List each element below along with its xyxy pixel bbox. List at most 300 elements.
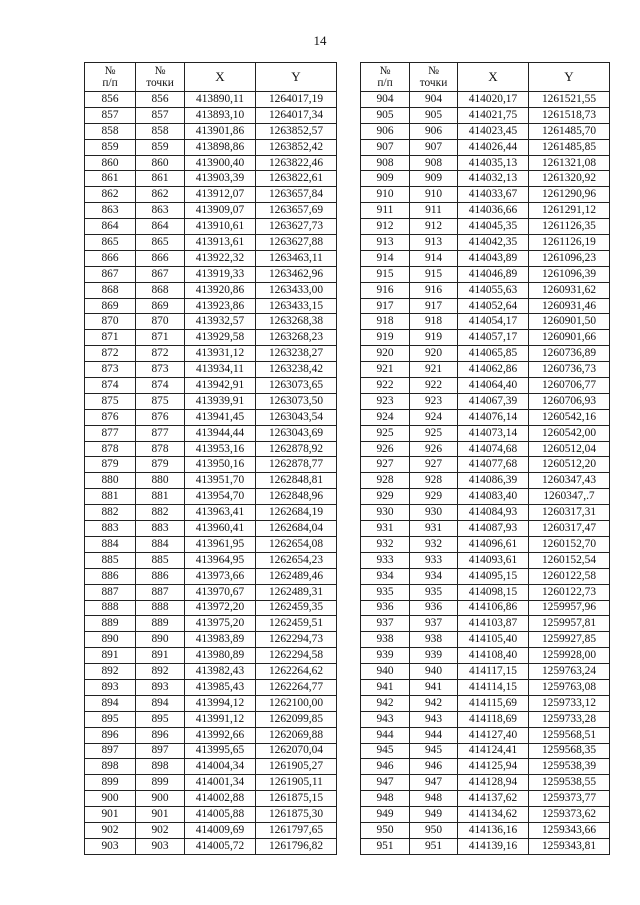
- cell-num-point: 947: [410, 775, 458, 791]
- header-x: X: [185, 63, 256, 92]
- table-row: [361, 155, 610, 171]
- header-num-point-line2: точки: [146, 77, 174, 89]
- cell-x: 413890,11: [185, 92, 256, 108]
- cell-x: 414020,17: [458, 92, 529, 108]
- cell-num-pp: 929: [361, 489, 410, 505]
- cell-y: 1261290,96: [529, 187, 610, 203]
- cell-num-point: 946: [410, 759, 458, 775]
- cell-num-point: 944: [410, 727, 458, 743]
- cell-num-point: 866: [136, 250, 185, 266]
- cell-num-pp: 904: [361, 92, 410, 108]
- cell-num-pp: 946: [361, 759, 410, 775]
- cell-num-pp: 894: [85, 695, 136, 711]
- cell-x: 413950,16: [185, 457, 256, 473]
- cell-x: 414127,40: [458, 727, 529, 743]
- cell-num-point: 892: [136, 664, 185, 680]
- header-num-pp-line1: №: [104, 65, 116, 77]
- cell-num-point: 939: [410, 648, 458, 664]
- cell-num-point: 894: [136, 695, 185, 711]
- cell-num-pp: 943: [361, 711, 410, 727]
- cell-num-pp: 876: [85, 409, 136, 425]
- cell-x: 414054,17: [458, 314, 529, 330]
- cell-num-point: 941: [410, 679, 458, 695]
- table-row: [361, 536, 610, 552]
- cell-num-point: 857: [136, 107, 185, 123]
- cell-num-pp: 941: [361, 679, 410, 695]
- cell-num-point: 943: [410, 711, 458, 727]
- cell-x: 414117,15: [458, 664, 529, 680]
- cell-x: 413963,41: [185, 505, 256, 521]
- cell-num-point: 858: [136, 123, 185, 139]
- cell-y: 1260317,31: [529, 505, 610, 521]
- cell-x: 414009,69: [185, 822, 256, 838]
- cell-x: 414115,69: [458, 695, 529, 711]
- cell-y: 1263238,27: [256, 346, 337, 362]
- cell-num-pp: 921: [361, 362, 410, 378]
- cell-y: 1263073,50: [256, 393, 337, 409]
- table-row: [361, 568, 610, 584]
- cell-y: 1260542,00: [529, 425, 610, 441]
- table-row: [85, 552, 337, 568]
- cell-num-point: 901: [136, 807, 185, 823]
- cell-num-point: 934: [410, 568, 458, 584]
- table-row: [361, 282, 610, 298]
- cell-num-pp: 856: [85, 92, 136, 108]
- cell-y: 1261320,92: [529, 171, 610, 187]
- cell-x: 413994,12: [185, 695, 256, 711]
- cell-num-pp: 857: [85, 107, 136, 123]
- table-row: [85, 107, 337, 123]
- cell-y: 1259733,28: [529, 711, 610, 727]
- cell-x: 413910,61: [185, 219, 256, 235]
- cell-x: 414004,34: [185, 759, 256, 775]
- table-row: [361, 107, 610, 123]
- cell-num-pp: 888: [85, 600, 136, 616]
- cell-x: 413985,43: [185, 679, 256, 695]
- cell-num-point: 884: [136, 536, 185, 552]
- cell-num-point: 909: [410, 171, 458, 187]
- cell-num-point: 914: [410, 250, 458, 266]
- cell-num-point: 915: [410, 266, 458, 282]
- cell-y: 1261096,23: [529, 250, 610, 266]
- cell-num-point: 935: [410, 584, 458, 600]
- cell-x: 414065,85: [458, 346, 529, 362]
- table-row: [85, 282, 337, 298]
- cell-num-pp: 932: [361, 536, 410, 552]
- cell-num-pp: 869: [85, 298, 136, 314]
- header-y: Y: [256, 63, 337, 92]
- cell-y: 1259538,55: [529, 775, 610, 791]
- table-row: [361, 362, 610, 378]
- table-row: [85, 521, 337, 537]
- cell-x: 414103,87: [458, 616, 529, 632]
- cell-x: 413941,45: [185, 409, 256, 425]
- cell-num-pp: 919: [361, 330, 410, 346]
- table-row: [85, 664, 337, 680]
- page-number: 14: [313, 33, 327, 48]
- cell-num-point: 900: [136, 791, 185, 807]
- cell-y: 1263043,54: [256, 409, 337, 425]
- cell-num-point: 859: [136, 139, 185, 155]
- cell-num-pp: 937: [361, 616, 410, 632]
- table-row: [361, 489, 610, 505]
- cell-num-pp: 909: [361, 171, 410, 187]
- cell-x: 414139,16: [458, 838, 529, 854]
- cell-num-pp: 924: [361, 409, 410, 425]
- cell-x: 413923,86: [185, 298, 256, 314]
- cell-y: 1259373,77: [529, 791, 610, 807]
- cell-num-point: 950: [410, 822, 458, 838]
- table-row: [85, 139, 337, 155]
- cell-num-point: 887: [136, 584, 185, 600]
- coordinates-table-right: [360, 62, 610, 855]
- cell-y: 1260122,73: [529, 584, 610, 600]
- cell-num-pp: 874: [85, 378, 136, 394]
- cell-x: 414087,93: [458, 521, 529, 537]
- cell-num-pp: 912: [361, 219, 410, 235]
- cell-num-pp: 947: [361, 775, 410, 791]
- table-row: [85, 759, 337, 775]
- cell-y: 1262654,08: [256, 536, 337, 552]
- cell-x: 414064,40: [458, 378, 529, 394]
- cell-y: 1261321,08: [529, 155, 610, 171]
- cell-x: 414052,64: [458, 298, 529, 314]
- cell-y: 1261291,12: [529, 203, 610, 219]
- cell-y: 1264017,34: [256, 107, 337, 123]
- cell-y: 1260512,20: [529, 457, 610, 473]
- cell-num-pp: 927: [361, 457, 410, 473]
- cell-num-point: 895: [136, 711, 185, 727]
- cell-x: 414124,41: [458, 743, 529, 759]
- table-row: [361, 123, 610, 139]
- cell-num-pp: 948: [361, 791, 410, 807]
- cell-y: 1260122,58: [529, 568, 610, 584]
- header-num-pp: [85, 63, 136, 92]
- cell-num-pp: 878: [85, 441, 136, 457]
- cell-num-point: 921: [410, 362, 458, 378]
- table-row: [85, 473, 337, 489]
- cell-num-pp: 863: [85, 203, 136, 219]
- cell-num-pp: 935: [361, 584, 410, 600]
- cell-num-pp: 862: [85, 187, 136, 203]
- table-row: [85, 187, 337, 203]
- table-row: [85, 92, 337, 108]
- table-row: [85, 123, 337, 139]
- table-row: [85, 679, 337, 695]
- cell-x: 414026,44: [458, 139, 529, 155]
- table-row: [361, 727, 610, 743]
- table-body-left: [85, 92, 337, 855]
- table-row: [361, 679, 610, 695]
- cell-x: 414005,88: [185, 807, 256, 823]
- cell-x: 414045,35: [458, 219, 529, 235]
- cell-num-pp: 879: [85, 457, 136, 473]
- cell-num-pp: 891: [85, 648, 136, 664]
- cell-num-point: 878: [136, 441, 185, 457]
- table-row: [361, 775, 610, 791]
- cell-y: 1260931,46: [529, 298, 610, 314]
- cell-num-point: 865: [136, 235, 185, 251]
- table-row: [361, 807, 610, 823]
- cell-x: 414074,68: [458, 441, 529, 457]
- cell-x: 413960,41: [185, 521, 256, 537]
- cell-num-pp: 930: [361, 505, 410, 521]
- cell-x: 413991,12: [185, 711, 256, 727]
- cell-y: 1263657,69: [256, 203, 337, 219]
- cell-y: 1260512,04: [529, 441, 610, 457]
- cell-x: 413909,07: [185, 203, 256, 219]
- cell-y: 1261875,15: [256, 791, 337, 807]
- cell-num-pp: 945: [361, 743, 410, 759]
- cell-y: 1263043,69: [256, 425, 337, 441]
- cell-num-point: 873: [136, 362, 185, 378]
- cell-x: 414055,63: [458, 282, 529, 298]
- cell-num-pp: 882: [85, 505, 136, 521]
- table-row: [361, 759, 610, 775]
- cell-y: 1262878,92: [256, 441, 337, 457]
- table-row: [85, 266, 337, 282]
- header-num-pp-line2: п/п: [377, 77, 393, 89]
- table-row: [85, 250, 337, 266]
- cell-x: 414125,94: [458, 759, 529, 775]
- cell-num-pp: 858: [85, 123, 136, 139]
- cell-y: 1261797,65: [256, 822, 337, 838]
- cell-num-pp: 865: [85, 235, 136, 251]
- cell-num-pp: 861: [85, 171, 136, 187]
- cell-y: 1259343,66: [529, 822, 610, 838]
- header-num-pp-line1: №: [379, 65, 391, 77]
- table-row: [85, 378, 337, 394]
- cell-x: 413954,70: [185, 489, 256, 505]
- table-row: [85, 409, 337, 425]
- cell-y: 1261875,30: [256, 807, 337, 823]
- cell-num-pp: 950: [361, 822, 410, 838]
- cell-x: 414083,40: [458, 489, 529, 505]
- table-row: [361, 695, 610, 711]
- cell-num-point: 929: [410, 489, 458, 505]
- cell-num-pp: 914: [361, 250, 410, 266]
- cell-num-pp: 866: [85, 250, 136, 266]
- cell-y: 1262654,23: [256, 552, 337, 568]
- table-row: [361, 187, 610, 203]
- cell-x: 414137,62: [458, 791, 529, 807]
- cell-x: 414128,94: [458, 775, 529, 791]
- cell-num-point: 863: [136, 203, 185, 219]
- cell-num-point: 938: [410, 632, 458, 648]
- table-row: [361, 171, 610, 187]
- cell-num-pp: 936: [361, 600, 410, 616]
- cell-y: 1262294,58: [256, 648, 337, 664]
- cell-num-point: 890: [136, 632, 185, 648]
- cell-y: 1262100,00: [256, 695, 337, 711]
- table-row: [85, 219, 337, 235]
- cell-x: 413983,89: [185, 632, 256, 648]
- cell-x: 413913,61: [185, 235, 256, 251]
- cell-x: 414077,68: [458, 457, 529, 473]
- cell-num-point: 945: [410, 743, 458, 759]
- cell-num-pp: 868: [85, 282, 136, 298]
- cell-y: 1263822,61: [256, 171, 337, 187]
- table-row: [361, 616, 610, 632]
- cell-num-pp: 897: [85, 743, 136, 759]
- cell-x: 414043,89: [458, 250, 529, 266]
- cell-num-point: 881: [136, 489, 185, 505]
- cell-num-point: 937: [410, 616, 458, 632]
- table-row: [85, 155, 337, 171]
- cell-x: 414036,66: [458, 203, 529, 219]
- cell-x: 414095,15: [458, 568, 529, 584]
- cell-y: 1259957,96: [529, 600, 610, 616]
- cell-num-pp: 872: [85, 346, 136, 362]
- table-row: [361, 457, 610, 473]
- cell-y: 1259733,12: [529, 695, 610, 711]
- cell-num-point: 911: [410, 203, 458, 219]
- cell-num-point: 899: [136, 775, 185, 791]
- cell-x: 413951,70: [185, 473, 256, 489]
- cell-num-pp: 886: [85, 568, 136, 584]
- table-row: [85, 807, 337, 823]
- cell-num-point: 868: [136, 282, 185, 298]
- coordinates-table-left: [84, 62, 337, 855]
- cell-x: 414033,67: [458, 187, 529, 203]
- header-row: [85, 63, 337, 92]
- table-row: [361, 505, 610, 521]
- cell-num-point: 923: [410, 393, 458, 409]
- cell-num-point: 872: [136, 346, 185, 362]
- table-row: [361, 425, 610, 441]
- cell-y: 1260706,77: [529, 378, 610, 394]
- cell-y: 1263627,88: [256, 235, 337, 251]
- cell-x: 414035,13: [458, 155, 529, 171]
- table-row: [361, 441, 610, 457]
- cell-x: 414114,15: [458, 679, 529, 695]
- table-row: [361, 266, 610, 282]
- cell-num-pp: 895: [85, 711, 136, 727]
- table-row: [361, 552, 610, 568]
- cell-x: 413980,89: [185, 648, 256, 664]
- cell-num-pp: 896: [85, 727, 136, 743]
- cell-num-point: 912: [410, 219, 458, 235]
- cell-num-pp: 901: [85, 807, 136, 823]
- cell-y: 1261096,39: [529, 266, 610, 282]
- table-row: [85, 298, 337, 314]
- cell-x: 413961,95: [185, 536, 256, 552]
- cell-num-pp: 859: [85, 139, 136, 155]
- cell-num-pp: 916: [361, 282, 410, 298]
- cell-num-point: 869: [136, 298, 185, 314]
- cell-num-pp: 923: [361, 393, 410, 409]
- cell-y: 1263852,57: [256, 123, 337, 139]
- cell-num-pp: 928: [361, 473, 410, 489]
- cell-x: 413975,20: [185, 616, 256, 632]
- cell-y: 1261126,19: [529, 235, 610, 251]
- cell-x: 413903,39: [185, 171, 256, 187]
- cell-y: 1262489,46: [256, 568, 337, 584]
- cell-y: 1261521,55: [529, 92, 610, 108]
- cell-num-pp: 910: [361, 187, 410, 203]
- cell-num-pp: 926: [361, 441, 410, 457]
- cell-num-pp: 867: [85, 266, 136, 282]
- cell-y: 1261905,11: [256, 775, 337, 791]
- cell-y: 1259343,81: [529, 838, 610, 854]
- header-num-point-line1: №: [428, 65, 439, 77]
- cell-x: 413912,07: [185, 187, 256, 203]
- cell-y: 1260152,54: [529, 552, 610, 568]
- cell-num-pp: 885: [85, 552, 136, 568]
- table-row: [361, 664, 610, 680]
- cell-y: 1263073,65: [256, 378, 337, 394]
- cell-y: 1262099,85: [256, 711, 337, 727]
- cell-num-pp: 899: [85, 775, 136, 791]
- cell-y: 1262878,77: [256, 457, 337, 473]
- cell-y: 1260347,43: [529, 473, 610, 489]
- cell-x: 413944,44: [185, 425, 256, 441]
- cell-num-point: 925: [410, 425, 458, 441]
- cell-num-point: 930: [410, 505, 458, 521]
- cell-x: 414021,75: [458, 107, 529, 123]
- cell-num-pp: 907: [361, 139, 410, 155]
- cell-x: 414005,72: [185, 838, 256, 854]
- cell-y: 1262684,04: [256, 521, 337, 537]
- cell-y: 1261126,35: [529, 219, 610, 235]
- table-row: [85, 330, 337, 346]
- cell-x: 414023,45: [458, 123, 529, 139]
- cell-y: 1262848,81: [256, 473, 337, 489]
- cell-num-point: 940: [410, 664, 458, 680]
- cell-num-pp: 915: [361, 266, 410, 282]
- cell-num-point: 926: [410, 441, 458, 457]
- cell-x: 413964,95: [185, 552, 256, 568]
- cell-num-point: 897: [136, 743, 185, 759]
- cell-num-point: 898: [136, 759, 185, 775]
- cell-num-point: 875: [136, 393, 185, 409]
- table-body-right: [361, 92, 610, 855]
- cell-num-point: 931: [410, 521, 458, 537]
- table-row: [85, 616, 337, 632]
- cell-num-point: 856: [136, 92, 185, 108]
- table-row: [85, 393, 337, 409]
- cell-num-point: 870: [136, 314, 185, 330]
- table-row: [85, 584, 337, 600]
- cell-num-pp: 873: [85, 362, 136, 378]
- cell-num-point: 904: [410, 92, 458, 108]
- cell-num-pp: 942: [361, 695, 410, 711]
- cell-y: 1259957,81: [529, 616, 610, 632]
- table-row: [85, 441, 337, 457]
- cell-x: 413982,43: [185, 664, 256, 680]
- cell-num-pp: 875: [85, 393, 136, 409]
- table-row: [361, 791, 610, 807]
- cell-x: 414136,16: [458, 822, 529, 838]
- cell-num-pp: 939: [361, 648, 410, 664]
- cell-y: 1260542,16: [529, 409, 610, 425]
- cell-num-point: 879: [136, 457, 185, 473]
- header-num-point: [136, 63, 185, 92]
- cell-num-pp: 893: [85, 679, 136, 695]
- cell-y: 1259373,62: [529, 807, 610, 823]
- cell-num-point: 928: [410, 473, 458, 489]
- cell-num-pp: 877: [85, 425, 136, 441]
- cell-num-point: 919: [410, 330, 458, 346]
- cell-y: 1260736,73: [529, 362, 610, 378]
- cell-num-point: 905: [410, 107, 458, 123]
- table-row: [361, 743, 610, 759]
- cell-y: 1263433,15: [256, 298, 337, 314]
- table-row: [85, 362, 337, 378]
- cell-num-point: 903: [136, 838, 185, 854]
- cell-x: 414062,86: [458, 362, 529, 378]
- cell-y: 1262070,04: [256, 743, 337, 759]
